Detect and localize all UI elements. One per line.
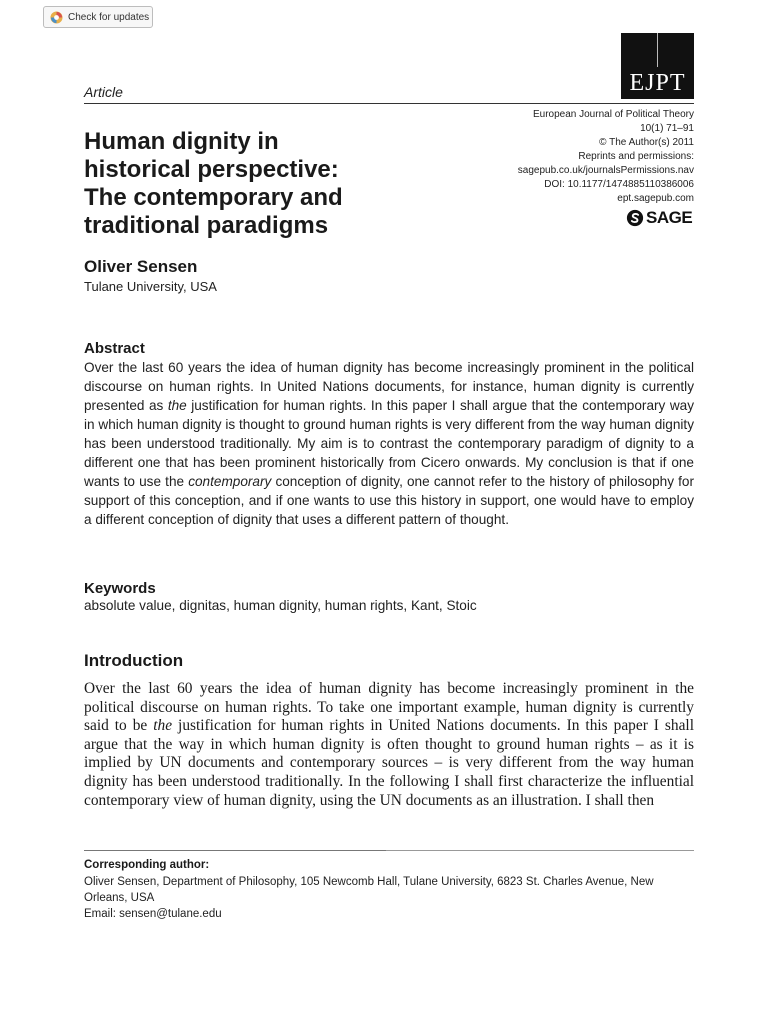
- title-line: The contemporary and: [84, 184, 343, 211]
- footnote-divider: [84, 850, 386, 851]
- check-for-updates-button[interactable]: [43, 6, 153, 28]
- header-divider: [84, 103, 694, 104]
- check-updates-label: Check for updates: [68, 11, 150, 23]
- title-line: historical perspective:: [84, 156, 339, 183]
- article-title: [84, 128, 464, 240]
- journal-logo-text: EJPT: [629, 70, 686, 96]
- journal-site-link[interactable]: ept.sagepub.com: [617, 193, 694, 204]
- keywords-heading: Keywords: [84, 580, 156, 597]
- keywords-list: absolute value, dignitas, human dignity, human rights, Kant, Stoic: [84, 598, 477, 613]
- reprints-label: Reprints and permissions:: [578, 151, 694, 162]
- volume-pages: 10(1) 71–91: [640, 123, 694, 134]
- title-line: traditional paradigms: [84, 212, 329, 239]
- corresponding-address: Oliver Sensen, Department of Philosophy, 105 Newcomb Hall, Tulane University, 6823 St. Charles Avenue, New Orleans, USA: [84, 876, 654, 904]
- abstract-text: [84, 358, 694, 529]
- intro-emphasis: the: [153, 717, 173, 735]
- footnote-divider-right: [386, 850, 694, 851]
- doi[interactable]: DOI: 10.1177/1474885110386006: [544, 179, 694, 190]
- abstract-heading: Abstract: [84, 340, 145, 357]
- abstract-text-part: justification for human rights. In this paper I shall argue that the contemporary way in which human dignity is thought to ground human rights is very different from the way human dignity has been understood traditionally. My aim is to contrast the contemporary paradigm of dignity to a different one that has been prominent historically from Cicero onwards. My conclusion is that if one wants to use the: [84, 398, 695, 489]
- abstract-text-part: conception of dignity, one cannot refer to the history of philosophy for support of this conception, and if one wants to use this history in support, one would have to employ a different conception of dignity that uses a different pattern of thought.: [84, 474, 694, 527]
- copyright: © The Author(s) 2011: [599, 137, 694, 148]
- sage-logo-text: SAGE: [646, 208, 693, 227]
- author-affiliation: Tulane University, USA: [84, 279, 217, 294]
- permissions-link[interactable]: sagepub.co.uk/journalsPermissions.nav: [517, 165, 694, 176]
- check-updates-icon: [50, 11, 63, 24]
- introduction-text: [84, 680, 694, 810]
- abstract-emphasis: the: [167, 398, 187, 413]
- journal-logo: [621, 33, 694, 99]
- intro-text-part: Over the last 60 years the idea of human dignity has become increasingly prominent in the political discourse on human rights. To take one important example, human dignity is currently said to be: [84, 680, 694, 735]
- journal-name: European Journal of Political Theory: [532, 109, 694, 120]
- author-name: Oliver Sensen: [84, 257, 198, 276]
- introduction-heading: Introduction: [84, 651, 184, 670]
- title-line: Human dignity in: [84, 128, 279, 155]
- abstract-emphasis: contemporary: [188, 474, 272, 489]
- abstract-text-part: Over the last 60 years the idea of human dignity has become increasingly prominent in the political discourse on human rights. In United Nations documents, for instance, human dignity is currently presented as: [84, 360, 694, 413]
- intro-text-part: justification for human rights in United Nations documents. In this paper I shall argue that the way in which human dignity is often thought to ground human rights – as it is implied by UN documents and contemporary sources – is very different from the way human dignity has been understood traditionally. In the following I shall first characterize the influential contemporary view of human dignity, using the UN documents as an illustration. I shall then: [84, 717, 694, 809]
- corresponding-email[interactable]: Email: sensen@tulane.edu: [84, 908, 222, 920]
- publisher-logo: [626, 208, 692, 228]
- sage-logo-icon: [626, 209, 644, 227]
- corresponding-author-info: [84, 874, 696, 922]
- article-type-label: Article: [84, 84, 123, 100]
- corresponding-author-heading: Corresponding author:: [84, 859, 210, 871]
